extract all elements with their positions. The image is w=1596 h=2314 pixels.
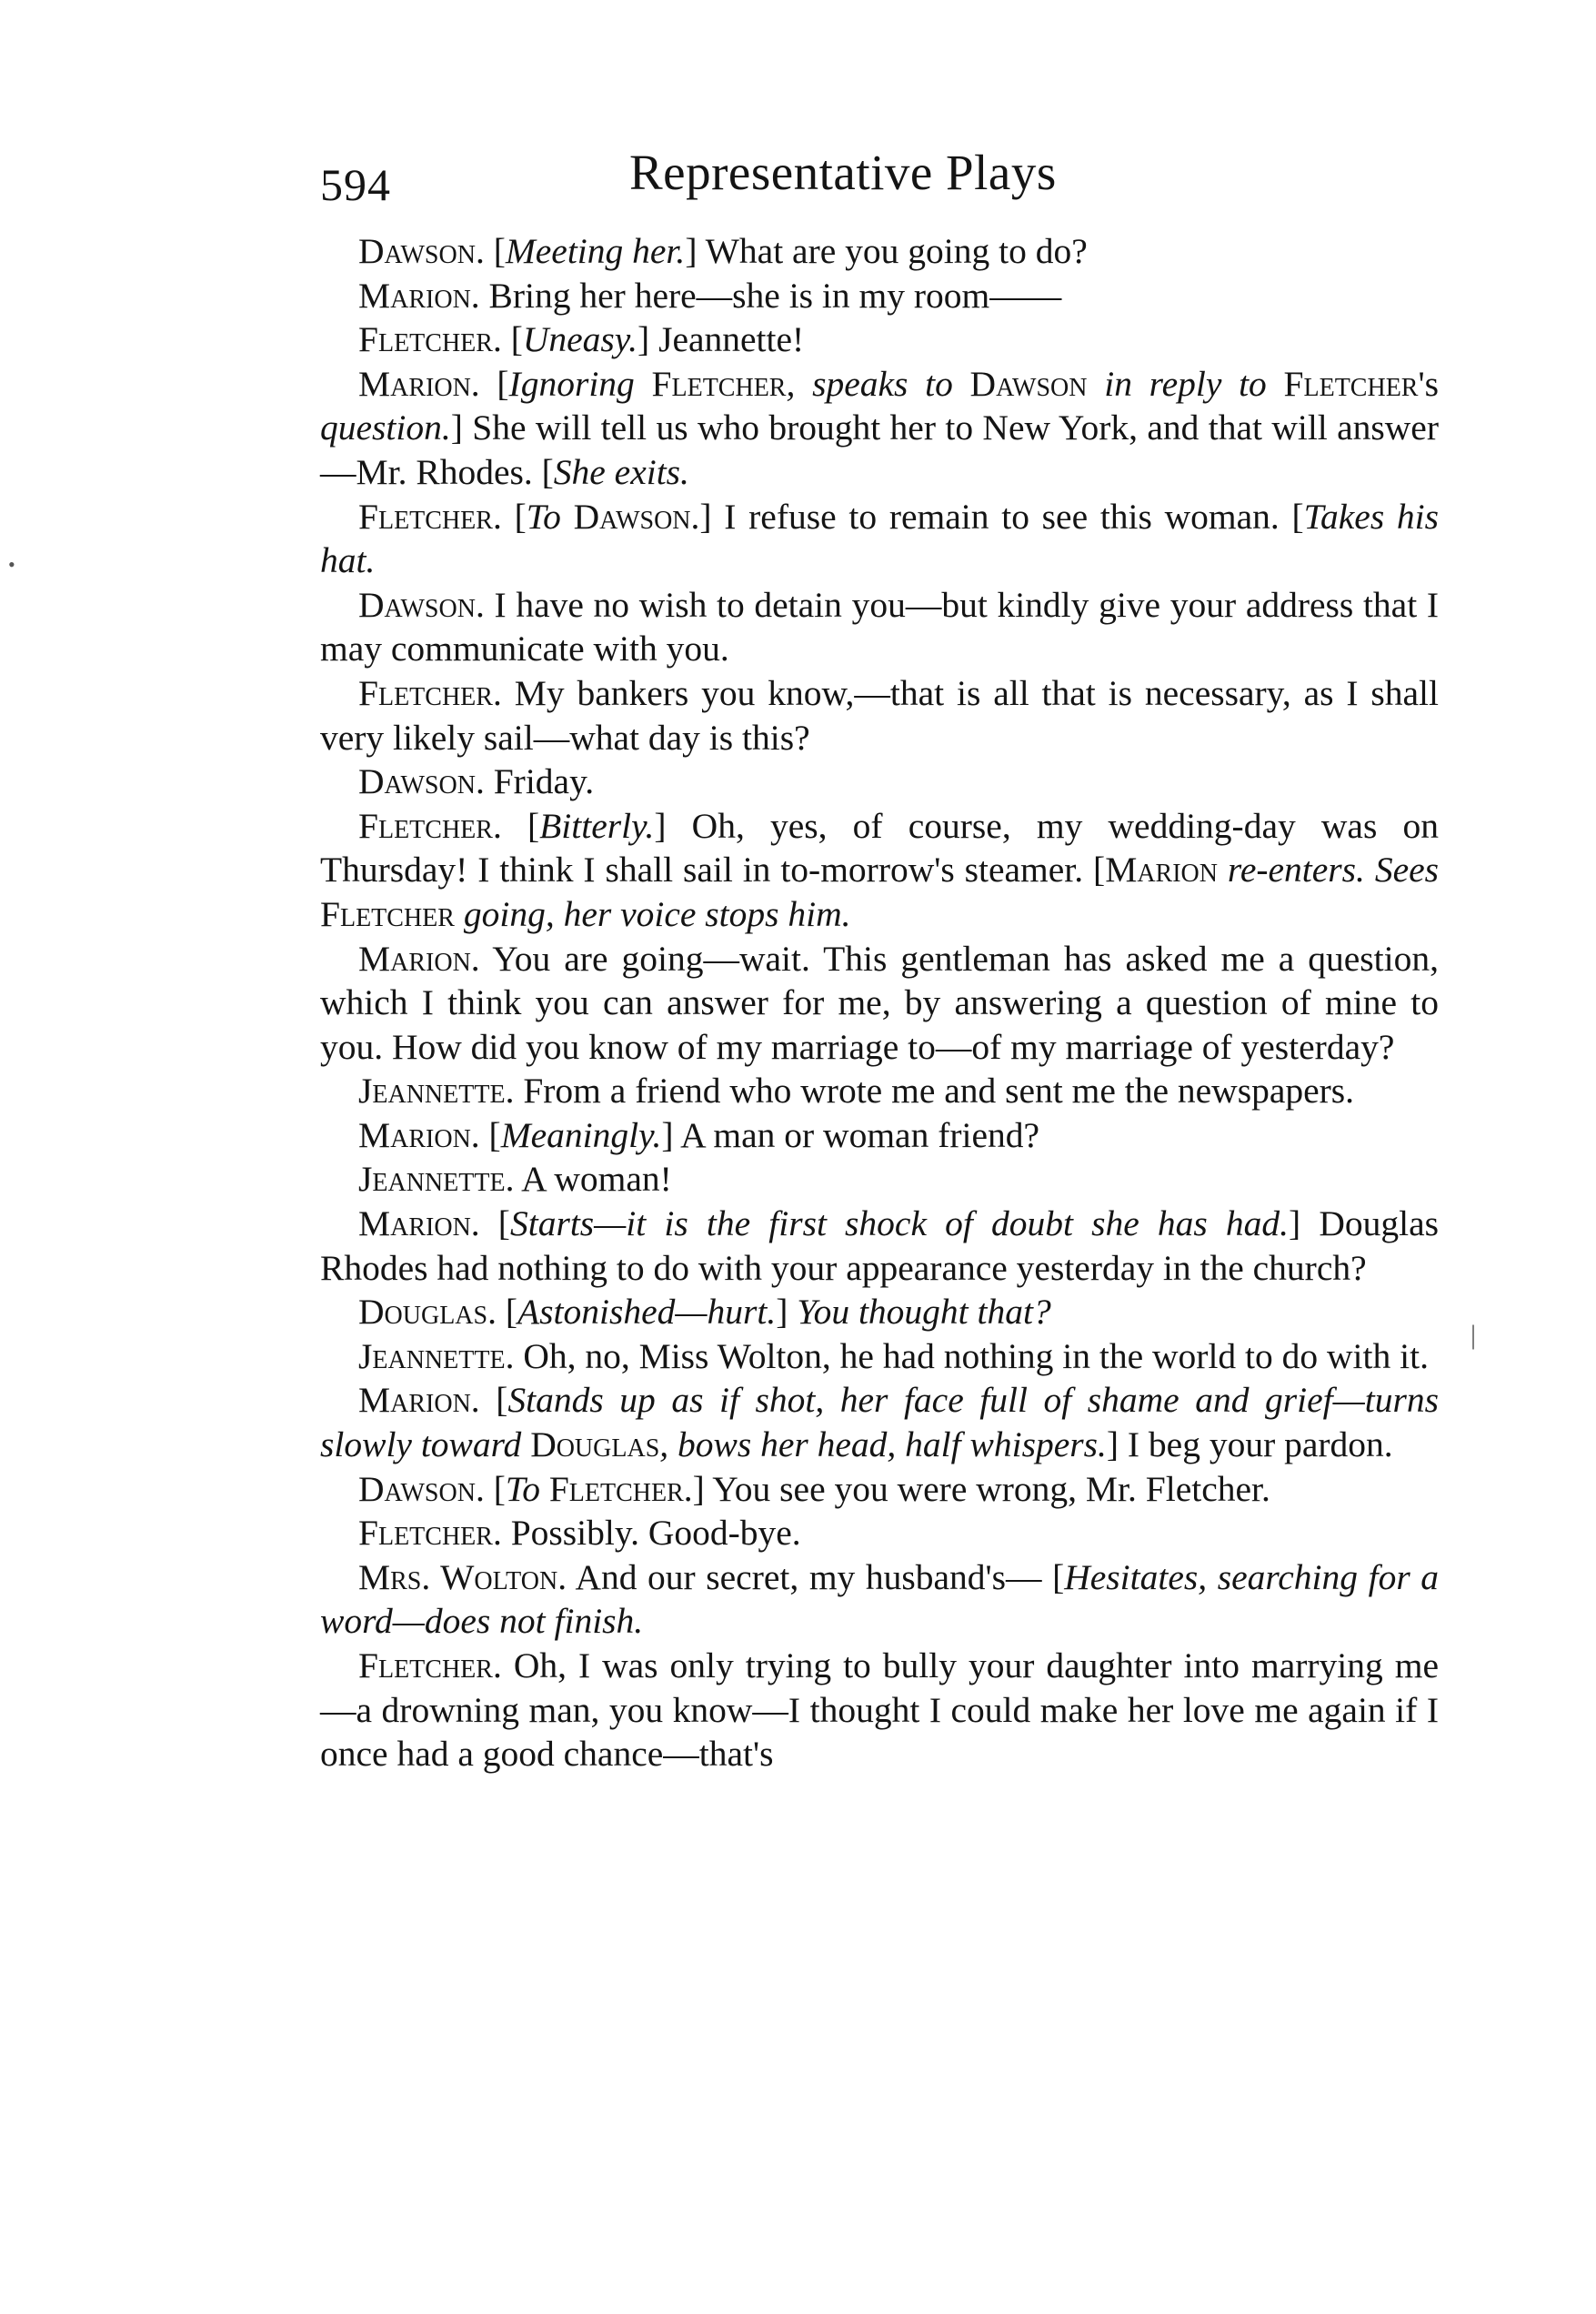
speaker-name: Fletcher — [320, 893, 455, 934]
speaker-name: Dawson — [358, 761, 476, 802]
dialogue-text: ] I beg your pardon. — [1106, 1424, 1393, 1465]
page-header — [320, 144, 1439, 216]
running-title: Representative Plays — [629, 145, 1057, 200]
dialogue-paragraph — [320, 1555, 1439, 1644]
speaker-name: Dawson — [573, 496, 691, 537]
play-text — [320, 229, 1439, 1776]
stage-direction: Stands up as if shot, her face full of shame and grief—turns slowly toward — [320, 1380, 1439, 1465]
dialogue-text: . Oh, no, Miss Wolton, he had nothing in the world to do with it. — [505, 1335, 1429, 1376]
dialogue-paragraph — [320, 1113, 1439, 1158]
speaker-name: Marion — [358, 1203, 471, 1244]
stage-direction: To — [505, 1468, 549, 1509]
dialogue-text: ] — [776, 1292, 798, 1333]
dialogue-text: . You are going—wait. This gentleman has asked me a question, which I think you can answer for me, by answering a question of mine to you. How did you know of my marriage to—of my marriage of yesterday? — [320, 938, 1439, 1067]
dialogue-text: 's — [1418, 363, 1439, 404]
dialogue-paragraph — [320, 1644, 1439, 1776]
dialogue-paragraph — [320, 274, 1439, 318]
stage-direction: , bows her head, half whispers. — [659, 1424, 1107, 1465]
dialogue-paragraph — [320, 1334, 1439, 1379]
speaker-name: Mrs. Wolton — [358, 1556, 558, 1597]
dialogue-paragraph — [320, 583, 1439, 671]
dialogue-text: . From a friend who wrote me and sent me the newspapers. — [505, 1071, 1355, 1112]
stage-direction: Starts—it is the first shock of doubt she has had. — [509, 1203, 1290, 1244]
stage-direction: re-enters. Sees — [1218, 850, 1439, 890]
dialogue-text: . And our secret, my husband's— [ — [557, 1556, 1065, 1597]
stage-direction: going, her voice stops him. — [454, 893, 851, 934]
speaker-name: Fletcher — [358, 1513, 493, 1554]
dialogue-paragraph — [320, 362, 1439, 495]
dialogue-paragraph — [320, 671, 1439, 760]
dialogue-text: . [ — [475, 231, 506, 271]
speaker-name: Fletcher — [651, 363, 787, 404]
margin-mark: | — [1471, 1320, 1477, 1350]
dialogue-text: ] Oh, yes, of course, my wedding-day was on Thursday! I think I shall sail in to-morrow's steamer. [ — [320, 805, 1440, 890]
page-number: 594 — [320, 159, 391, 210]
stage-direction: Meeting her. — [505, 231, 686, 271]
speaker-name: Dawson — [969, 363, 1088, 404]
dialogue-text: . Oh, I was only trying to bully your daughter into marrying me—a drowning man, you know—I thought I could make her love me again if I once had a good chance—that's — [320, 1645, 1439, 1775]
speaker-name: Jeannette — [358, 1159, 506, 1200]
dialogue-text: .] You see you were wrong, Mr. Fletcher. — [683, 1468, 1270, 1509]
speaker-name: Marion — [358, 275, 471, 316]
dialogue-paragraph — [320, 937, 1439, 1070]
speaker-name: Fletcher — [1283, 363, 1419, 404]
margin-mark: • — [8, 553, 15, 576]
dialogue-text: . [ — [492, 805, 540, 846]
dialogue-text: . A woman! — [505, 1159, 672, 1200]
dialogue-paragraph — [320, 804, 1439, 937]
dialogue-paragraph — [320, 1511, 1439, 1555]
speaker-name: Fletcher — [358, 319, 493, 360]
speaker-name: Marion — [358, 938, 471, 979]
dialogue-text: .] I refuse to remain to see this woman. [ — [690, 496, 1304, 537]
dialogue-text: . [ — [492, 496, 527, 537]
stage-direction: Bitterly. — [539, 805, 655, 846]
dialogue-paragraph — [320, 1202, 1439, 1290]
dialogue-text: ] Jeannette! — [637, 319, 805, 360]
dialogue-text: . Possibly. Good-bye. — [492, 1513, 801, 1554]
speaker-name: Dawson — [358, 231, 476, 271]
dialogue-text: ] Douglas Rhodes had nothing to do with your appearance yesterday in the church? — [320, 1203, 1439, 1288]
dialogue-text: ] She will tell us who brought her to New York, and that will answer—Mr. Rhodes. [ — [320, 407, 1439, 492]
speaker-name: Fletcher — [548, 1468, 684, 1509]
dialogue-text: . My bankers you know,—that is all that is necessary, as I shall very likely sail—what day is this? — [320, 672, 1439, 758]
stage-direction: To — [526, 496, 574, 537]
dialogue-text: . [ — [470, 1380, 508, 1421]
dialogue-text: . Friday. — [475, 761, 595, 802]
speaker-name: Fletcher — [358, 496, 493, 537]
dialogue-text: ] What are you going to do? — [685, 231, 1088, 271]
dialogue-paragraph — [320, 1290, 1439, 1334]
speaker-name: Dawson — [358, 584, 476, 625]
stage-direction: Ignoring — [508, 363, 652, 404]
speaker-name: Marion — [358, 1380, 471, 1421]
stage-direction: She exits. — [553, 451, 689, 492]
speaker-name: Douglas — [530, 1424, 660, 1465]
speaker-name: Dawson — [358, 1468, 476, 1509]
dialogue-text: . [ — [470, 363, 509, 404]
stage-direction: Hesitates, searching for a word—does not finish. — [320, 1556, 1440, 1642]
speaker-name: Fletcher — [358, 1645, 493, 1685]
dialogue-paragraph — [320, 760, 1439, 804]
dialogue-paragraph — [320, 1378, 1439, 1466]
speaker-name: Douglas — [358, 1292, 488, 1333]
dialogue-text: . I have no wish to detain you—but kindly give your address that I may communicate with you. — [320, 584, 1439, 669]
speaker-name: Marion — [358, 363, 471, 404]
dialogue-text: . [ — [470, 1114, 501, 1155]
dialogue-paragraph — [320, 317, 1439, 362]
speaker-name: Jeannette — [358, 1071, 506, 1112]
speaker-name: Fletcher — [358, 672, 493, 713]
speaker-name: Marion — [1105, 850, 1219, 890]
dialogue-text: . [ — [470, 1203, 510, 1244]
dialogue-paragraph — [320, 1467, 1439, 1512]
stage-direction: , speaks to — [786, 363, 970, 404]
stage-direction: in reply to — [1087, 363, 1284, 404]
stage-direction: Meaningly. — [500, 1114, 662, 1155]
stage-direction: Uneasy. — [522, 319, 638, 360]
dialogue-paragraph — [320, 495, 1439, 583]
dialogue-paragraph — [320, 1157, 1439, 1202]
stage-direction: You thought that? — [797, 1292, 1051, 1333]
dialogue-paragraph — [320, 229, 1439, 274]
stage-direction: Astonished—hurt. — [517, 1292, 777, 1333]
speaker-name: Marion — [358, 1114, 471, 1155]
speaker-name: Fletcher — [358, 805, 493, 846]
stage-direction: Takes his hat. — [320, 496, 1440, 581]
dialogue-paragraph — [320, 1069, 1439, 1113]
dialogue-text: . [ — [487, 1292, 517, 1333]
dialogue-text: . [ — [492, 319, 523, 360]
stage-direction: question. — [320, 407, 451, 448]
dialogue-text: ] A man or woman friend? — [661, 1114, 1040, 1155]
dialogue-text: . [ — [475, 1468, 506, 1509]
dialogue-text: . Bring her here—she is in my room—— — [470, 275, 1062, 316]
speaker-name: Jeannette — [358, 1335, 506, 1376]
